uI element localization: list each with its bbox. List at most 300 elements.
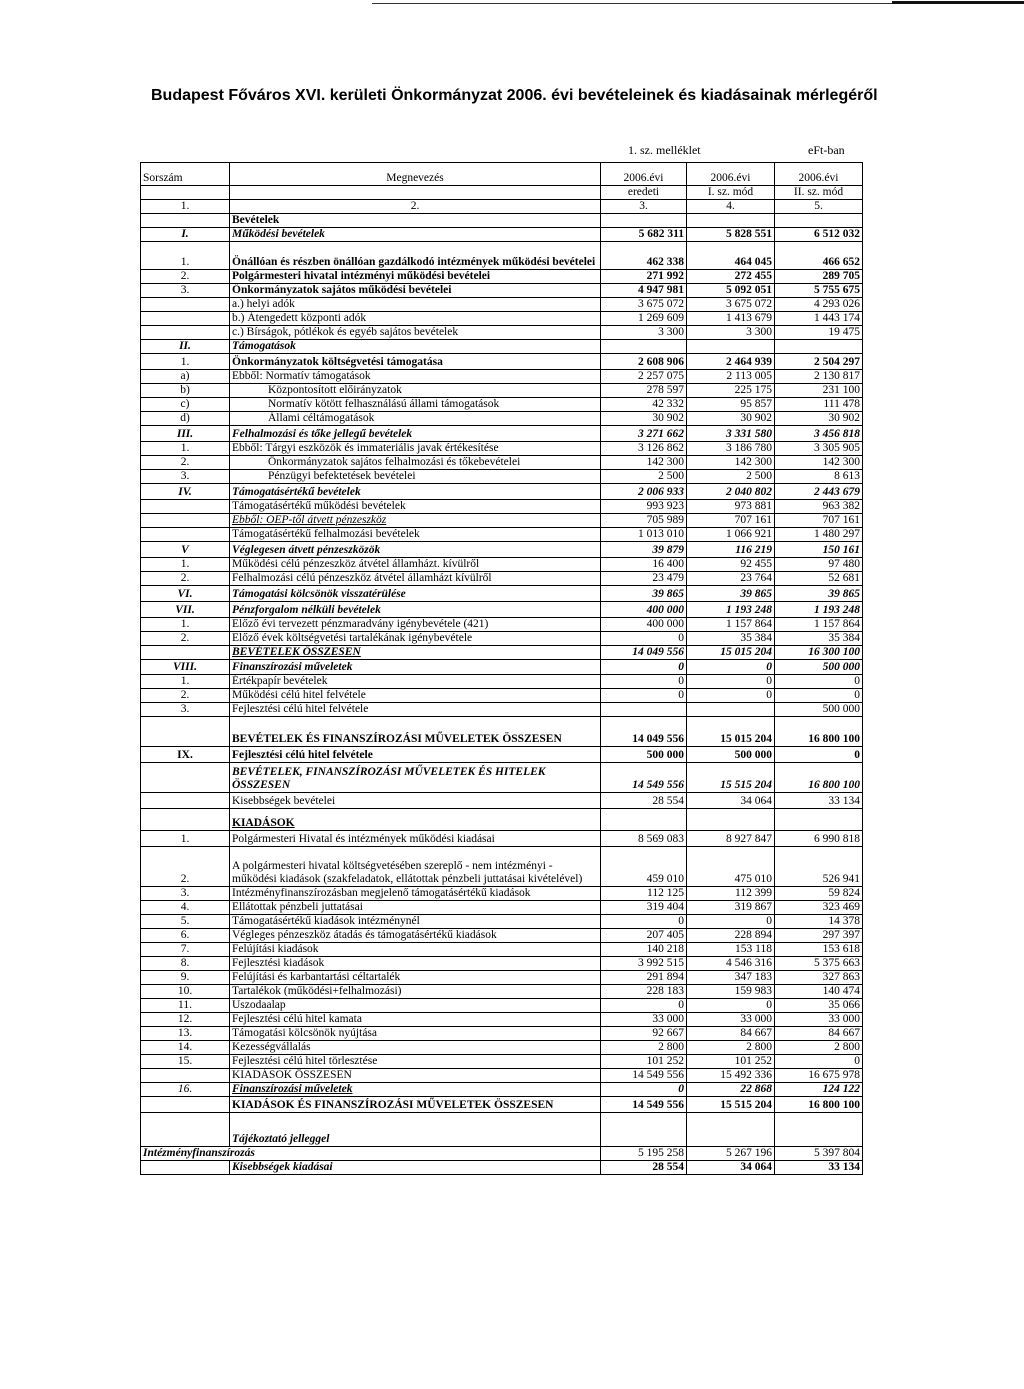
row-number: 1. <box>141 675 230 689</box>
row-label: Támogatásértékű felhalmozási bevételek <box>230 528 601 542</box>
value-col-3: 0 <box>601 1083 687 1097</box>
row-number: 13. <box>141 1027 230 1041</box>
value-col-5: 4 293 026 <box>775 298 863 312</box>
value-col-3: 33 000 <box>601 1013 687 1027</box>
value-col-3: 0 <box>601 915 687 929</box>
value-col-5: 289 705 <box>775 270 863 284</box>
value-col-3: 23 479 <box>601 572 687 586</box>
row-number: 1. <box>141 354 230 370</box>
table-row <box>141 793 863 809</box>
table-row <box>141 484 863 500</box>
value-col-5: 2 800 <box>775 1041 863 1055</box>
header-col3-line2: eredeti <box>601 186 687 200</box>
value-col-4: 1 066 921 <box>687 528 775 542</box>
row-label: Tájékoztató jelleggel <box>230 1113 601 1147</box>
row-number: 2. <box>141 270 230 284</box>
value-col-4: 0 <box>687 675 775 689</box>
row-label: Ebből: Normatív támogatások <box>230 370 601 384</box>
table-row <box>141 514 863 528</box>
row-number: 10. <box>141 985 230 999</box>
row-label: Támogatási kölcsönök visszatérülése <box>230 586 601 602</box>
table-row <box>141 602 863 618</box>
row-label: a.) helyi adók <box>230 298 601 312</box>
value-col-3: 0 <box>601 660 687 675</box>
value-col-5: 323 469 <box>775 901 863 915</box>
table-row <box>141 957 863 971</box>
value-col-5: 150 161 <box>775 542 863 558</box>
header-col5-line1: 2006.évi <box>775 163 863 186</box>
row-number: VII. <box>141 602 230 618</box>
value-col-3: 278 597 <box>601 384 687 398</box>
value-col-4: 225 175 <box>687 384 775 398</box>
row-label: Központosított előirányzatok <box>230 384 601 398</box>
row-number: V <box>141 542 230 558</box>
value-col-5: 33 134 <box>775 793 863 809</box>
table-row <box>141 943 863 957</box>
row-number: III. <box>141 426 230 442</box>
value-col-5: 39 865 <box>775 586 863 602</box>
value-col-4 <box>687 1113 775 1147</box>
row-number: 15. <box>141 1055 230 1069</box>
value-col-3: 42 332 <box>601 398 687 412</box>
value-col-3: 228 183 <box>601 985 687 999</box>
value-col-3: 14 549 556 <box>601 1069 687 1083</box>
value-col-3: 39 879 <box>601 542 687 558</box>
value-col-4: 22 868 <box>687 1083 775 1097</box>
header-num-5: 5. <box>775 200 863 214</box>
row-number: 1. <box>141 558 230 572</box>
value-col-4: 95 857 <box>687 398 775 412</box>
value-col-4: 347 183 <box>687 971 775 985</box>
row-number: 16. <box>141 1083 230 1097</box>
row-label: Támogatások <box>230 340 601 354</box>
value-col-4 <box>687 214 775 228</box>
value-col-3: 271 992 <box>601 270 687 284</box>
value-col-5: 1 193 248 <box>775 602 863 618</box>
section-label: Intézményfinanszírozás <box>141 1147 601 1161</box>
row-number: II. <box>141 340 230 354</box>
row-number <box>141 326 230 340</box>
value-col-3: 2 800 <box>601 1041 687 1055</box>
table-row <box>141 242 863 270</box>
value-col-4: 4 546 316 <box>687 957 775 971</box>
row-number: 11. <box>141 999 230 1013</box>
row-number: IX. <box>141 747 230 763</box>
value-col-3: 3 300 <box>601 326 687 340</box>
value-col-3: 4 947 981 <box>601 284 687 298</box>
table-row <box>141 618 863 632</box>
table-row <box>141 340 863 354</box>
row-label: Kisebbségek kiadásai <box>230 1161 601 1175</box>
value-col-5: 2 130 817 <box>775 370 863 384</box>
row-label: Ellátottak pénzbeli juttatásai <box>230 901 601 915</box>
value-col-5: 16 800 100 <box>775 717 863 747</box>
row-label: Pénzügyi befektetések bevételei <box>230 470 601 484</box>
value-col-4: 15 015 204 <box>687 717 775 747</box>
value-col-3: 400 000 <box>601 602 687 618</box>
value-col-5: 5 755 675 <box>775 284 863 298</box>
row-number: VI. <box>141 586 230 602</box>
row-label: Fejlesztési célú hitel felvétele <box>230 747 601 763</box>
row-label: Végleges pénzeszköz átadás és támogatásértékű kiadások <box>230 929 601 943</box>
row-number: 5. <box>141 915 230 929</box>
value-col-5: 526 941 <box>775 847 863 887</box>
value-col-3: 705 989 <box>601 514 687 528</box>
table-row <box>141 1113 863 1147</box>
value-col-3: 39 865 <box>601 586 687 602</box>
table-row <box>141 1097 863 1113</box>
row-label: Önkormányzatok sajátos felhalmozási és tőkebevételei <box>230 456 601 470</box>
value-col-4: 1 157 864 <box>687 618 775 632</box>
document-title: Budapest Főváros XVI. kerületi Önkormányzat 2006. évi bevételeinek és kiadásainak mérlegéről <box>151 87 878 104</box>
value-col-4: 5 828 551 <box>687 228 775 242</box>
value-col-3 <box>601 1113 687 1147</box>
row-number <box>141 1069 230 1083</box>
table-row <box>141 412 863 426</box>
value-col-3: 400 000 <box>601 618 687 632</box>
value-col-3: 92 667 <box>601 1027 687 1041</box>
value-col-5: 297 397 <box>775 929 863 943</box>
value-col-3: 462 338 <box>601 242 687 270</box>
row-label: Intézményfinanszírozásban megjelenő támogatásértékű kiadások <box>230 887 601 901</box>
row-number <box>141 717 230 747</box>
table-row <box>141 999 863 1013</box>
value-col-5: 0 <box>775 675 863 689</box>
row-label: Előző évi tervezett pénzmaradvány igénybevétele (421) <box>230 618 601 632</box>
value-col-3 <box>601 340 687 354</box>
value-col-5: 0 <box>775 1055 863 1069</box>
row-label: Felújítási és karbantartási céltartalék <box>230 971 601 985</box>
value-col-3: 207 405 <box>601 929 687 943</box>
value-col-3: 0 <box>601 675 687 689</box>
table-row <box>141 354 863 370</box>
row-number: 14. <box>141 1041 230 1055</box>
row-number: I. <box>141 228 230 242</box>
value-col-3: 2 006 933 <box>601 484 687 500</box>
row-label: A polgármesteri hivatal költségvetésében szereplő - nem intézményi - működési kiadások (szakfeladatok, ellátottak pénzbeli juttatásai kivételével) <box>230 847 601 887</box>
row-number: a) <box>141 370 230 384</box>
value-col-4: 500 000 <box>687 747 775 763</box>
value-col-4: 84 667 <box>687 1027 775 1041</box>
value-col-3: 1 269 609 <box>601 312 687 326</box>
value-col-4: 34 064 <box>687 1161 775 1175</box>
row-label: Támogatási kölcsönök nyújtása <box>230 1027 601 1041</box>
row-number: 7. <box>141 943 230 957</box>
value-col-5: 97 480 <box>775 558 863 572</box>
value-col-3: 142 300 <box>601 456 687 470</box>
table-row <box>141 689 863 703</box>
table-row <box>141 831 863 847</box>
value-col-5: 231 100 <box>775 384 863 398</box>
value-col-5: 1 480 297 <box>775 528 863 542</box>
table-row <box>141 228 863 242</box>
value-col-4: 0 <box>687 689 775 703</box>
row-label: Ebből: OEP-től átvett pénzeszköz <box>230 514 601 528</box>
row-number <box>141 809 230 831</box>
row-label: Fejlesztési kiadások <box>230 957 601 971</box>
value-col-3: 16 400 <box>601 558 687 572</box>
value-col-5: 124 122 <box>775 1083 863 1097</box>
value-col-3: 140 218 <box>601 943 687 957</box>
value-col-3: 2 257 075 <box>601 370 687 384</box>
row-label: KIADÁSOK ÖSSZESEN <box>230 1069 601 1083</box>
row-label: BEVÉTELEK ÖSSZESEN <box>230 646 601 660</box>
value-col-4: 142 300 <box>687 456 775 470</box>
row-number: 8. <box>141 957 230 971</box>
row-label: Ebből: Tárgyi eszközök és immateriális javak értékesítése <box>230 442 601 456</box>
value-col-5: 0 <box>775 689 863 703</box>
table-row <box>141 971 863 985</box>
value-col-4: 101 252 <box>687 1055 775 1069</box>
value-col-5: 35 066 <box>775 999 863 1013</box>
table-row <box>141 1041 863 1055</box>
row-label: Felhalmozási célú pénzeszköz átvétel államházt kívülről <box>230 572 601 586</box>
value-col-3: 14 549 556 <box>601 1097 687 1113</box>
row-number: 6. <box>141 929 230 943</box>
row-number <box>141 298 230 312</box>
row-number: 3. <box>141 284 230 298</box>
table-row <box>141 887 863 901</box>
table-row <box>141 572 863 586</box>
table-row <box>141 442 863 456</box>
value-col-3: 0 <box>601 632 687 646</box>
value-col-3: 5 195 258 <box>601 1147 687 1161</box>
value-col-5: 707 161 <box>775 514 863 528</box>
row-label: Támogatásértékű bevételek <box>230 484 601 500</box>
value-col-3 <box>601 703 687 717</box>
value-col-5: 1 157 864 <box>775 618 863 632</box>
row-number: 1. <box>141 618 230 632</box>
value-col-4: 0 <box>687 915 775 929</box>
row-number: d) <box>141 412 230 426</box>
value-col-4: 23 764 <box>687 572 775 586</box>
value-col-5: 0 <box>775 747 863 763</box>
table-row <box>141 985 863 999</box>
value-col-5: 327 863 <box>775 971 863 985</box>
value-col-4: 1 193 248 <box>687 602 775 618</box>
row-label: Fejlesztési célú hitel felvétele <box>230 703 601 717</box>
value-col-4 <box>687 340 775 354</box>
value-col-4: 92 455 <box>687 558 775 572</box>
balance-table <box>140 162 863 1175</box>
value-col-3: 500 000 <box>601 747 687 763</box>
table-row <box>141 398 863 412</box>
value-col-4: 15 492 336 <box>687 1069 775 1083</box>
value-col-5: 19 475 <box>775 326 863 340</box>
row-number <box>141 312 230 326</box>
row-number <box>141 500 230 514</box>
row-number: IV. <box>141 484 230 500</box>
value-col-3: 319 404 <box>601 901 687 915</box>
annex-label: 1. sz. melléklet <box>628 143 701 157</box>
value-col-4: 475 010 <box>687 847 775 887</box>
table-row <box>141 901 863 915</box>
value-col-4: 0 <box>687 660 775 675</box>
value-col-4: 2 113 005 <box>687 370 775 384</box>
table-row <box>141 542 863 558</box>
table-row <box>141 456 863 470</box>
value-col-4: 159 983 <box>687 985 775 999</box>
row-label: KIADÁSOK ÉS FINANSZÍROZÁSI MŰVELETEK ÖSSZESEN <box>230 1097 601 1113</box>
row-number: 12. <box>141 1013 230 1027</box>
row-label: Felhalmozási és tőke jellegű bevételek <box>230 426 601 442</box>
row-number <box>141 528 230 542</box>
row-label: Értékpapír bevételek <box>230 675 601 689</box>
value-col-3: 3 675 072 <box>601 298 687 312</box>
table-row <box>141 632 863 646</box>
table-row <box>141 528 863 542</box>
table-row <box>141 270 863 284</box>
value-col-4: 15 015 204 <box>687 646 775 660</box>
header-col4-line2: I. sz. mód <box>687 186 775 200</box>
row-label: Önkormányzatok költségvetési támogatása <box>230 354 601 370</box>
value-col-5: 8 613 <box>775 470 863 484</box>
row-number: b) <box>141 384 230 398</box>
value-col-4: 228 894 <box>687 929 775 943</box>
row-label: Kezességvállalás <box>230 1041 601 1055</box>
value-col-3: 112 125 <box>601 887 687 901</box>
table-row <box>141 1161 863 1175</box>
value-col-3: 14 049 556 <box>601 646 687 660</box>
table-body <box>141 214 863 1175</box>
row-label: Önkormányzatok sajátos működési bevételei <box>230 284 601 298</box>
row-label: Kisebbségek bevételei <box>230 793 601 809</box>
table-row <box>141 717 863 747</box>
value-col-4: 34 064 <box>687 793 775 809</box>
row-number <box>141 1097 230 1113</box>
value-col-3: 5 682 311 <box>601 228 687 242</box>
row-label: Támogatásértékű működési bevételek <box>230 500 601 514</box>
value-col-4: 2 800 <box>687 1041 775 1055</box>
value-col-4: 319 867 <box>687 901 775 915</box>
row-label: Finanszírozási műveletek <box>230 660 601 675</box>
value-col-5 <box>775 809 863 831</box>
table-row <box>141 1147 863 1161</box>
value-col-4 <box>687 809 775 831</box>
header-num-1: 1. <box>141 200 230 214</box>
header-col4-line1: 2006.évi <box>687 163 775 186</box>
value-col-3: 28 554 <box>601 793 687 809</box>
value-col-5: 963 382 <box>775 500 863 514</box>
table-row <box>141 470 863 484</box>
value-col-4: 30 902 <box>687 412 775 426</box>
value-col-5: 140 474 <box>775 985 863 999</box>
row-number: 3. <box>141 887 230 901</box>
row-number <box>141 1113 230 1147</box>
row-label: Felújítási kiadások <box>230 943 601 957</box>
value-col-5: 16 300 100 <box>775 646 863 660</box>
row-label: Működési célú pénzeszköz átvétel államházt. kívülről <box>230 558 601 572</box>
table-row <box>141 500 863 514</box>
table-row <box>141 1069 863 1083</box>
row-label: Bevételek <box>230 214 601 228</box>
table-row <box>141 586 863 602</box>
value-col-4: 33 000 <box>687 1013 775 1027</box>
table-row <box>141 284 863 298</box>
table-row <box>141 426 863 442</box>
row-label: Önállóan és részben önállóan gazdálkodó intézmények működési bevételei <box>230 242 601 270</box>
value-col-3: 101 252 <box>601 1055 687 1069</box>
value-col-3: 291 894 <box>601 971 687 985</box>
value-col-5: 111 478 <box>775 398 863 412</box>
value-col-5: 33 134 <box>775 1161 863 1175</box>
value-col-5: 3 305 905 <box>775 442 863 456</box>
row-number: 2. <box>141 689 230 703</box>
row-label: b.) Átengedett központi adók <box>230 312 601 326</box>
row-number: 9. <box>141 971 230 985</box>
value-col-5: 6 990 818 <box>775 831 863 847</box>
row-number: 2. <box>141 572 230 586</box>
value-col-3: 3 271 662 <box>601 426 687 442</box>
table-row <box>141 847 863 887</box>
value-col-4: 2 500 <box>687 470 775 484</box>
value-col-5: 5 375 663 <box>775 957 863 971</box>
header-col3-line1: 2006.évi <box>601 163 687 186</box>
value-col-3: 0 <box>601 999 687 1013</box>
value-col-4: 112 399 <box>687 887 775 901</box>
value-col-5: 16 800 100 <box>775 763 863 793</box>
value-col-4: 5 092 051 <box>687 284 775 298</box>
row-label: Normatív kötött felhasználású állami támogatások <box>230 398 601 412</box>
value-col-3: 8 569 083 <box>601 831 687 847</box>
value-col-4: 2 464 939 <box>687 354 775 370</box>
header-sorszam: Sorszám <box>141 163 230 186</box>
value-col-3: 2 608 906 <box>601 354 687 370</box>
value-col-5: 16 675 978 <box>775 1069 863 1083</box>
table-row <box>141 1083 863 1097</box>
row-label: Polgármesteri hivatal intézményi működési bevételei <box>230 270 601 284</box>
value-col-4: 464 045 <box>687 242 775 270</box>
value-col-5: 2 504 297 <box>775 354 863 370</box>
row-label: Polgármesteri Hivatal és intézmények működési kiadásai <box>230 831 601 847</box>
top-rule <box>372 0 1024 5</box>
row-number: 3. <box>141 703 230 717</box>
table-row <box>141 312 863 326</box>
value-col-5: 6 512 032 <box>775 228 863 242</box>
value-col-5: 2 443 679 <box>775 484 863 500</box>
row-label: Működési bevételek <box>230 228 601 242</box>
row-number: 2. <box>141 847 230 887</box>
value-col-5: 5 397 804 <box>775 1147 863 1161</box>
row-number <box>141 763 230 793</box>
row-number: 1. <box>141 831 230 847</box>
header-col5-line2: II. sz. mód <box>775 186 863 200</box>
value-col-4: 272 455 <box>687 270 775 284</box>
value-col-4: 153 118 <box>687 943 775 957</box>
value-col-4 <box>687 703 775 717</box>
value-col-4: 1 413 679 <box>687 312 775 326</box>
value-col-3: 3 992 515 <box>601 957 687 971</box>
header-megnevezes: Megnevezés <box>230 163 601 186</box>
row-number <box>141 793 230 809</box>
value-col-3: 28 554 <box>601 1161 687 1175</box>
value-col-4: 8 927 847 <box>687 831 775 847</box>
table-row <box>141 703 863 717</box>
row-number: c) <box>141 398 230 412</box>
value-col-4: 35 384 <box>687 632 775 646</box>
row-number <box>141 1161 230 1175</box>
row-label: Fejlesztési célú hitel törlesztése <box>230 1055 601 1069</box>
row-label: Fejlesztési célú hitel kamata <box>230 1013 601 1027</box>
value-col-4: 2 040 802 <box>687 484 775 500</box>
header-num-2: 2. <box>230 200 601 214</box>
value-col-4: 3 331 580 <box>687 426 775 442</box>
table-row <box>141 214 863 228</box>
value-col-5 <box>775 340 863 354</box>
value-col-5: 1 443 174 <box>775 312 863 326</box>
row-label: Véglegesen átvett pénzeszközök <box>230 542 601 558</box>
header-num-3: 3. <box>601 200 687 214</box>
